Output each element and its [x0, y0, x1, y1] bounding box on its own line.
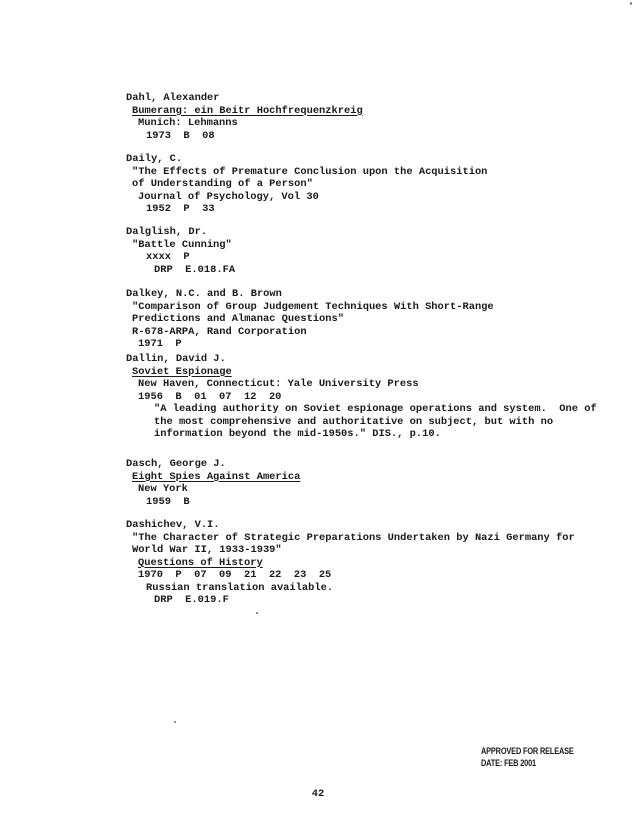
entry-text: Russian translation available. — [146, 581, 334, 594]
entry-text: Journal of Psychology, Vol 30 — [138, 190, 319, 203]
stamp-line-approved: APPROVED FOR RELEASE — [481, 746, 574, 756]
entry-author: Daily, C. — [126, 153, 183, 165]
page-number: 42 — [311, 788, 325, 800]
entry-detail-line — [126, 483, 300, 496]
entry-text: DRP E.018.FA — [154, 263, 236, 276]
entry-detail-line — [126, 391, 597, 404]
bibliography-entry — [126, 92, 363, 142]
entry-detail-line — [126, 532, 575, 545]
entry-detail-line — [126, 378, 597, 391]
entry-detail-line — [126, 251, 235, 264]
entry-author: Dashichev, V.I. — [126, 519, 220, 531]
bibliography-entry — [126, 353, 597, 441]
entry-author: Dalglish, Dr. — [126, 226, 208, 238]
bibliography-entry — [126, 519, 575, 607]
scan-speck — [256, 612, 258, 614]
entry-detail-line — [126, 105, 363, 118]
scan-speck — [630, 2, 632, 5]
entry-text: 1971 P — [138, 338, 182, 350]
bibliography-entry — [126, 153, 487, 216]
entry-detail-line — [126, 471, 300, 484]
entry-author: Dasch, George J. — [126, 458, 226, 470]
entry-detail-line — [126, 582, 575, 595]
entry-detail-line — [126, 264, 235, 277]
entry-text: 1970 P 07 09 21 22 23 25 — [138, 569, 332, 581]
entry-detail-line — [126, 557, 575, 570]
stamp-line-date: DATE: FEB 2001 — [481, 758, 536, 768]
entry-text: DRP E.019.F — [154, 594, 229, 606]
entry-detail-line — [126, 428, 597, 441]
entry-text: information beyond the mid-1950s." DIS., p.10. — [154, 428, 441, 440]
entry-text: New York — [138, 483, 188, 495]
entry-text: xxxx P — [146, 251, 190, 263]
entry-text: "The Character of Strategic Preparations Undertaken by Nazi Germany for — [132, 531, 575, 544]
entry-detail-line — [126, 301, 494, 314]
entry-text: Predictions and Almanac Questions" — [132, 313, 345, 325]
entry-text: "Comparison of Group Judgement Techniques With Short-Range — [132, 300, 494, 313]
entry-title: Bumerang: ein Beitr Hochfrequenzkreig — [132, 104, 363, 117]
entry-author: Dahl, Alexander — [126, 92, 220, 104]
scan-speck — [174, 721, 176, 723]
entry-text: "The Effects of Premature Conclusion upon the Acquisition — [132, 165, 488, 178]
entry-text: 1952 P 33 — [146, 203, 215, 215]
entry-text: of Understanding of a Person" — [132, 178, 313, 190]
entry-title: Questions of History — [138, 556, 263, 569]
entry-text: World War II, 1933-1939" — [132, 544, 282, 556]
entry-detail-line — [126, 191, 487, 204]
entry-detail-line — [126, 403, 597, 416]
entry-detail-line — [126, 338, 494, 351]
entry-text: R-678-ARPA, Rand Corporation — [132, 325, 307, 338]
entry-detail-line — [126, 366, 597, 379]
entry-text: "Battle Cunning" — [132, 238, 232, 251]
entry-detail-line — [126, 313, 494, 326]
entry-detail-line — [126, 130, 363, 143]
entry-detail-line — [126, 569, 575, 582]
entry-detail-line — [126, 416, 597, 429]
entry-text: "A leading authority on Soviet espionage operations and system. One of — [154, 403, 597, 415]
entry-detail-line — [126, 166, 487, 179]
bibliography-entry — [126, 226, 235, 276]
entry-detail-line — [126, 203, 487, 216]
bibliography-entry — [126, 288, 494, 351]
entry-author: Dalkey, N.C. and B. Brown — [126, 288, 282, 300]
entry-detail-line — [126, 239, 235, 252]
entry-text: 1973 B 08 — [146, 129, 215, 142]
release-stamp — [481, 745, 574, 769]
entry-detail-line — [126, 594, 575, 607]
entry-detail-line — [126, 496, 300, 509]
entry-text: 1959 B — [146, 495, 190, 508]
entry-title: Eight Spies Against America — [132, 470, 301, 483]
entry-detail-line — [126, 326, 494, 339]
entry-text: Munich: Lehmanns — [138, 117, 238, 129]
entry-title: Soviet Espionage — [132, 365, 232, 378]
entry-text: 1956 B 01 07 12 20 — [138, 390, 282, 403]
entry-detail-line — [126, 178, 487, 191]
entry-text: New Haven, Connecticut: Yale University Press — [138, 378, 419, 390]
entry-author: Dallin, David J. — [126, 353, 226, 365]
bibliography-entry — [126, 458, 300, 508]
entry-detail-line — [126, 544, 575, 557]
entry-text: the most comprehensive and authoritative on subject, but with no — [154, 415, 554, 428]
entry-detail-line — [126, 117, 363, 130]
